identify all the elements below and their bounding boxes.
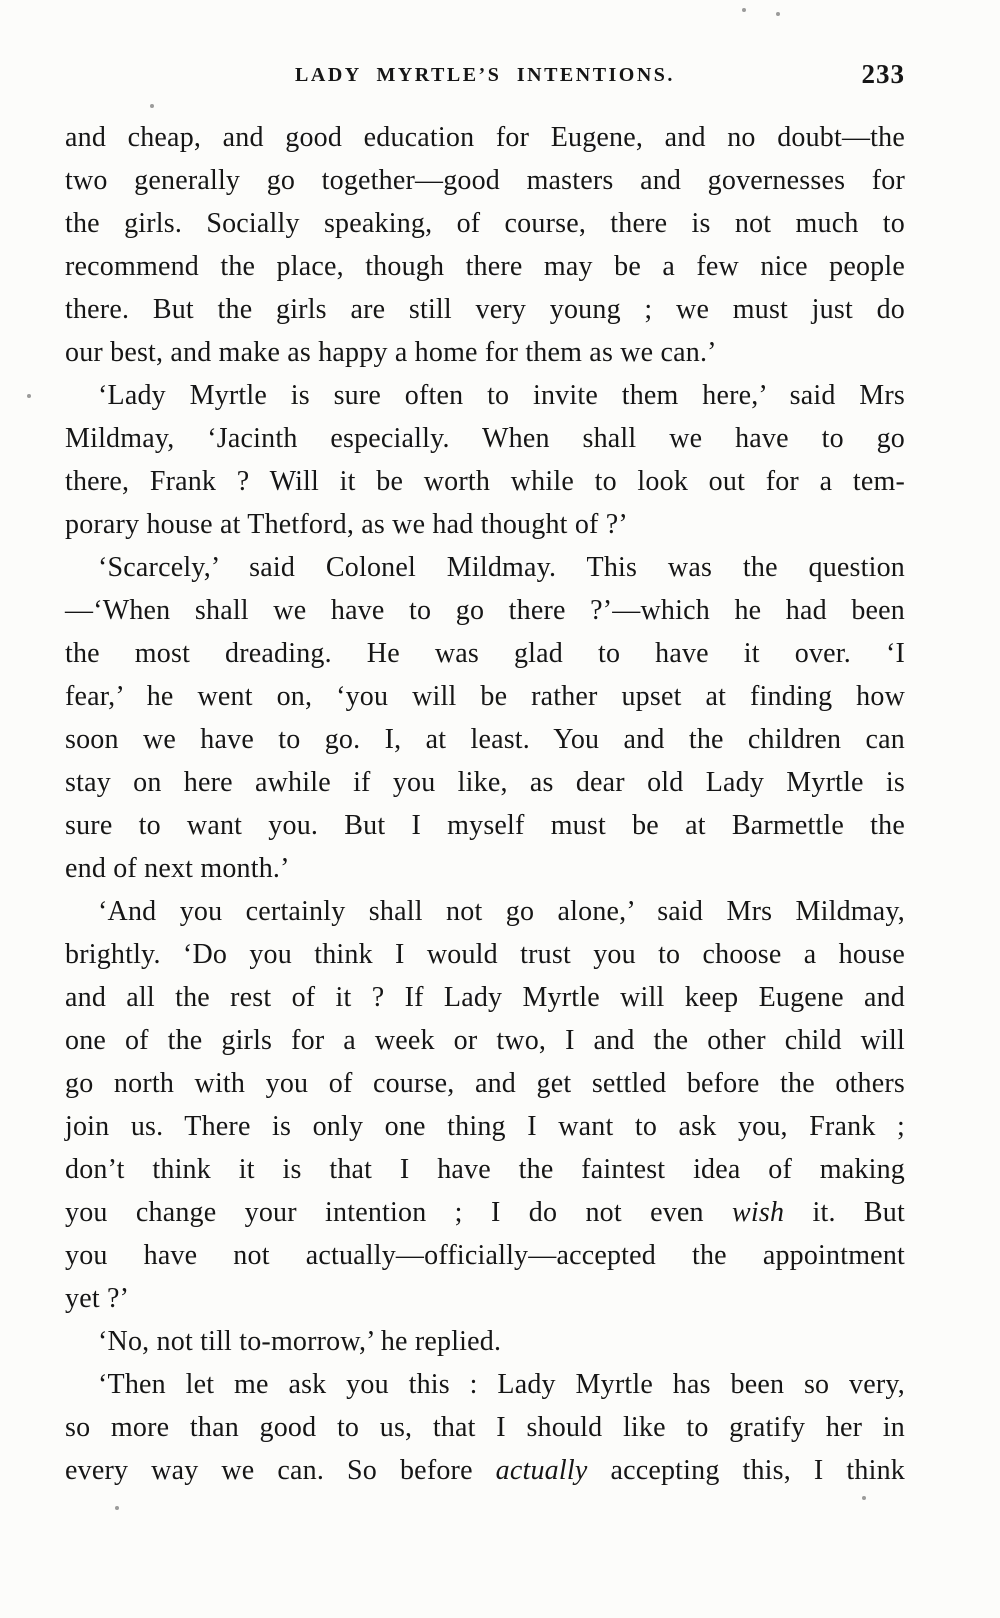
body-text: two generally go together—good masters and governesses for <box>65 165 905 196</box>
text-line <box>65 159 905 202</box>
body-text: —‘When shall we have to go there ?’—which he had been <box>65 595 905 626</box>
text-line <box>65 1363 905 1406</box>
body-text: you have not actually—officially—accepted the appointment <box>65 1240 905 1271</box>
body-text: ‘No, not till to-morrow,’ he replied. <box>98 1326 502 1357</box>
text-line <box>65 1191 905 1234</box>
text-line <box>65 1320 905 1363</box>
page-body <box>65 116 905 1492</box>
body-text: Mildmay, ‘Jacinth especially. When shall we have to go <box>65 423 905 454</box>
body-text: there, Frank ? Will it be worth while to look out for a tem- <box>65 466 905 497</box>
body-text: it. But <box>784 1197 905 1228</box>
body-text: every way we can. So before <box>65 1455 496 1486</box>
italic-text: wish <box>732 1197 785 1228</box>
scan-speck <box>150 104 154 108</box>
body-text: sure to want you. But I myself must be at Barmettle the <box>65 810 905 841</box>
text-line <box>65 460 905 503</box>
body-text: and all the rest of it ? If Lady Myrtle will keep Eugene and <box>65 982 905 1013</box>
text-line <box>65 374 905 417</box>
body-text: so more than good to us, that I should like to gratify her in <box>65 1412 905 1443</box>
text-line <box>65 804 905 847</box>
text-line <box>65 288 905 331</box>
text-line <box>65 1062 905 1105</box>
body-text: soon we have to go. I, at least. You and the children can <box>65 724 905 755</box>
body-text: the most dreading. He was glad to have it over. ‘I <box>65 638 905 669</box>
text-line <box>65 1406 905 1449</box>
text-line <box>65 632 905 675</box>
body-text: ‘Scarcely,’ said Colonel Mildmay. This was the question <box>98 552 905 583</box>
chapter-title: LADY MYRTLE’S INTENTIONS. <box>295 64 675 86</box>
body-text: ‘Then let me ask you this : Lady Myrtle has been so very, <box>98 1369 905 1400</box>
running-header <box>65 59 905 89</box>
body-text: our best, and make as happy a home for them as we can.’ <box>65 337 717 368</box>
text-line <box>65 933 905 976</box>
body-text: accepting this, I think <box>587 1455 905 1486</box>
body-text: one of the girls for a week or two, I and the other child will <box>65 1025 905 1056</box>
body-text: there. But the girls are still very young ; we must just do <box>65 294 905 325</box>
paragraph <box>65 374 905 546</box>
text-line <box>65 589 905 632</box>
text-line <box>65 1105 905 1148</box>
body-text: yet ?’ <box>65 1283 130 1314</box>
text-line <box>65 761 905 804</box>
italic-text: actually <box>495 1455 588 1486</box>
text-line <box>65 116 905 159</box>
paragraph <box>65 890 905 1320</box>
body-text: end of next month.’ <box>65 853 290 884</box>
body-text: don’t think it is that I have the faintest idea of making <box>65 1154 905 1185</box>
body-text: join us. There is only one thing I want to ask you, Frank ; <box>65 1111 905 1142</box>
scan-speck <box>742 8 746 12</box>
text-line <box>65 675 905 718</box>
text-line <box>65 1148 905 1191</box>
text-line <box>65 245 905 288</box>
body-text: ‘And you certainly shall not go alone,’ said Mrs Mildmay, <box>98 896 905 927</box>
text-line <box>65 503 905 546</box>
body-text: brightly. ‘Do you think I would trust you to choose a house <box>65 939 905 970</box>
text-line <box>65 546 905 589</box>
scan-speck <box>862 1496 866 1500</box>
text-line <box>65 331 905 374</box>
body-text: and cheap, and good education for Eugene, and no doubt—the <box>65 122 905 153</box>
text-line <box>65 1277 905 1320</box>
body-text: go north with you of course, and get settled before the others <box>65 1068 905 1099</box>
text-line <box>65 976 905 1019</box>
text-line <box>65 890 905 933</box>
paragraph <box>65 1320 905 1363</box>
text-line <box>65 718 905 761</box>
text-line <box>65 847 905 890</box>
scan-speck <box>27 394 31 398</box>
body-text: recommend the place, though there may be a few nice people <box>65 251 905 282</box>
scan-speck <box>115 1506 119 1510</box>
page-number: 233 <box>861 59 905 89</box>
body-text: fear,’ he went on, ‘you will be rather upset at finding how <box>65 681 905 712</box>
text-line <box>65 1019 905 1062</box>
body-text: porary house at Thetford, as we had thought of ?’ <box>65 509 628 540</box>
text-line <box>65 417 905 460</box>
text-line <box>65 202 905 245</box>
text-line <box>65 1449 905 1492</box>
body-text: you change your intention ; I do not even <box>65 1197 733 1228</box>
body-text: ‘Lady Myrtle is sure often to invite them here,’ said Mrs <box>98 380 905 411</box>
scan-speck <box>776 12 780 16</box>
paragraph <box>65 1363 905 1492</box>
text-line <box>65 1234 905 1277</box>
body-text: the girls. Socially speaking, of course, there is not much to <box>65 208 905 239</box>
body-text: stay on here awhile if you like, as dear old Lady Myrtle is <box>65 767 905 798</box>
paragraph <box>65 116 905 374</box>
paragraph <box>65 546 905 890</box>
